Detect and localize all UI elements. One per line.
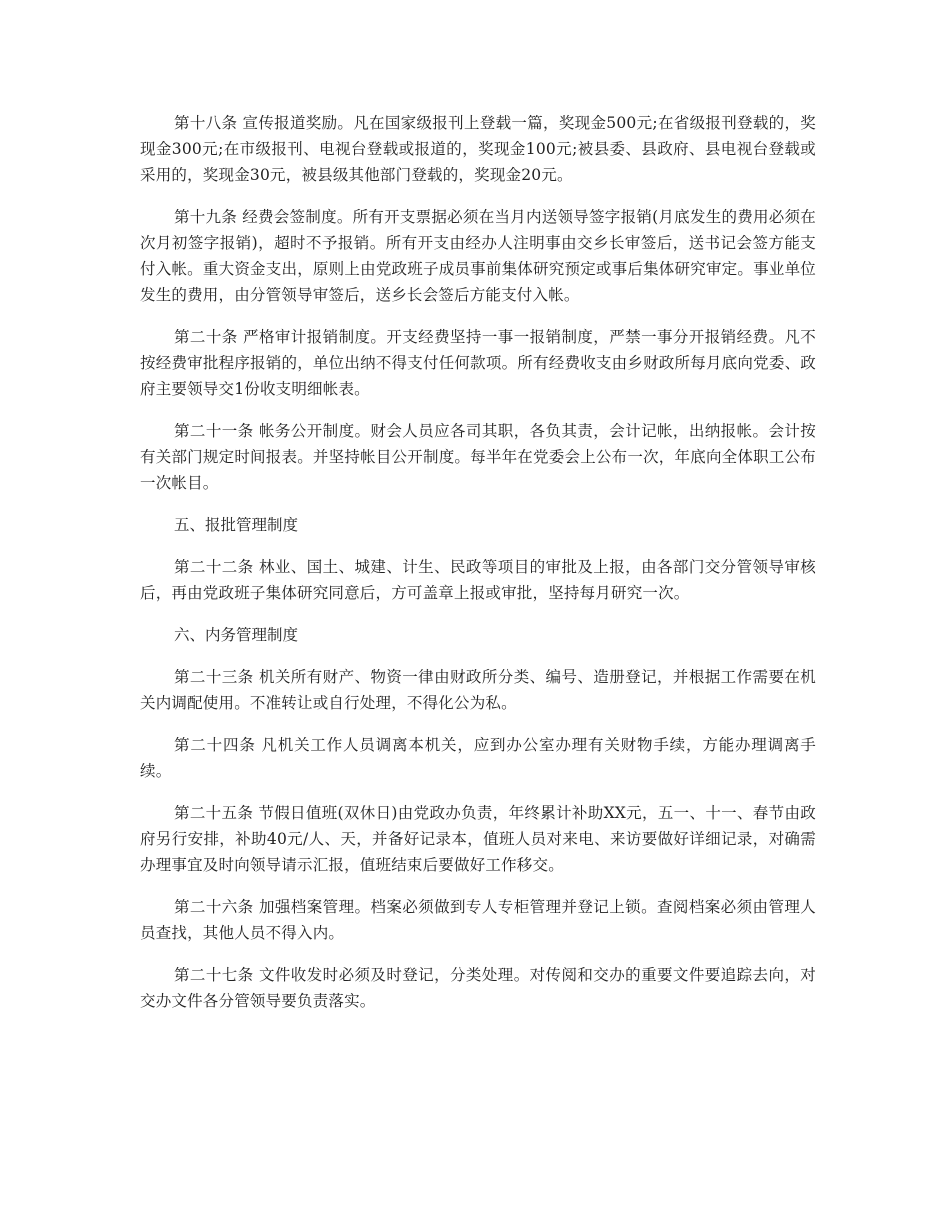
section-5-heading: 五、报批管理制度 [174, 516, 299, 534]
document-body [140, 110, 816, 1030]
article-21-paragraph: 第二十一条 帐务公开制度。财会人员应各司其职，各负其责，会计记帐，出纳报帐。会计按有关部门规定时间报表。并坚持帐目公开制度。每半年在党委会上公布一次，年底向全体职工公布一次帐目。 [140, 422, 816, 492]
section-6-heading: 六、内务管理制度 [174, 626, 299, 644]
article-26-paragraph: 第二十六条 加强档案管理。档案必须做到专人专柜管理并登记上锁。查阅档案必须由管理人员查找，其他人员不得入内。 [140, 898, 816, 942]
article-25-paragraph: 第二十五条 节假日值班(双休日)由党政办负责，年终累计补助XX元，五一、十一、春节由政府另行安排，补助40元/人、天，并备好记录本，值班人员对来电、来访要做好详细记录，对确需办理事宜及时向领导请示汇报，值班结束后要做好工作移交。 [140, 804, 816, 874]
article-19-paragraph: 第十九条 经费会签制度。所有开支票据必须在当月内送领导签字报销(月底发生的费用必须在次月初签字报销)，超时不予报销。所有开支由经办人注明事由交乡长审签后，送书记会签方能支付入帐。重大资金支出，原则上由党政班子成员事前集体研究预定或事后集体研究审定。事业单位发生的费用，由分管领导审签后，送乡长会签后方能支付入帐。 [140, 208, 816, 304]
article-24-paragraph: 第二十四条 凡机关工作人员调离本机关，应到办公室办理有关财物手续，方能办理调离手续。 [140, 736, 816, 780]
article-23-paragraph: 第二十三条 机关所有财产、物资一律由财政所分类、编号、造册登记，并根据工作需要在机关内调配使用。不准转让或自行处理，不得化公为私。 [140, 668, 816, 712]
article-27-paragraph: 第二十七条 文件收发时必须及时登记，分类处理。对传阅和交办的重要文件要追踪去向，对交办文件各分管领导要负责落实。 [140, 966, 816, 1010]
article-20-paragraph: 第二十条 严格审计报销制度。开支经费坚持一事一报销制度，严禁一事分开报销经费。凡不按经费审批程序报销的，单位出纳不得支付任何款项。所有经费收支由乡财政所每月底向党委、政府主要领导交1份收支明细帐表。 [140, 328, 816, 398]
article-22-paragraph: 第二十二条 林业、国土、城建、计生、民政等项目的审批及上报，由各部门交分管领导审核后，再由党政班子集体研究同意后，方可盖章上报或审批，坚持每月研究一次。 [140, 558, 816, 602]
article-18-paragraph: 第十八条 宣传报道奖励。凡在国家级报刊上登载一篇，奖现金500元;在省级报刊登载的，奖现金300元;在市级报刊、电视台登载或报道的，奖现金100元;被县委、县政府、县电视台登载或采用的，奖现金30元，被县级其他部门登载的，奖现金20元。 [140, 114, 816, 184]
